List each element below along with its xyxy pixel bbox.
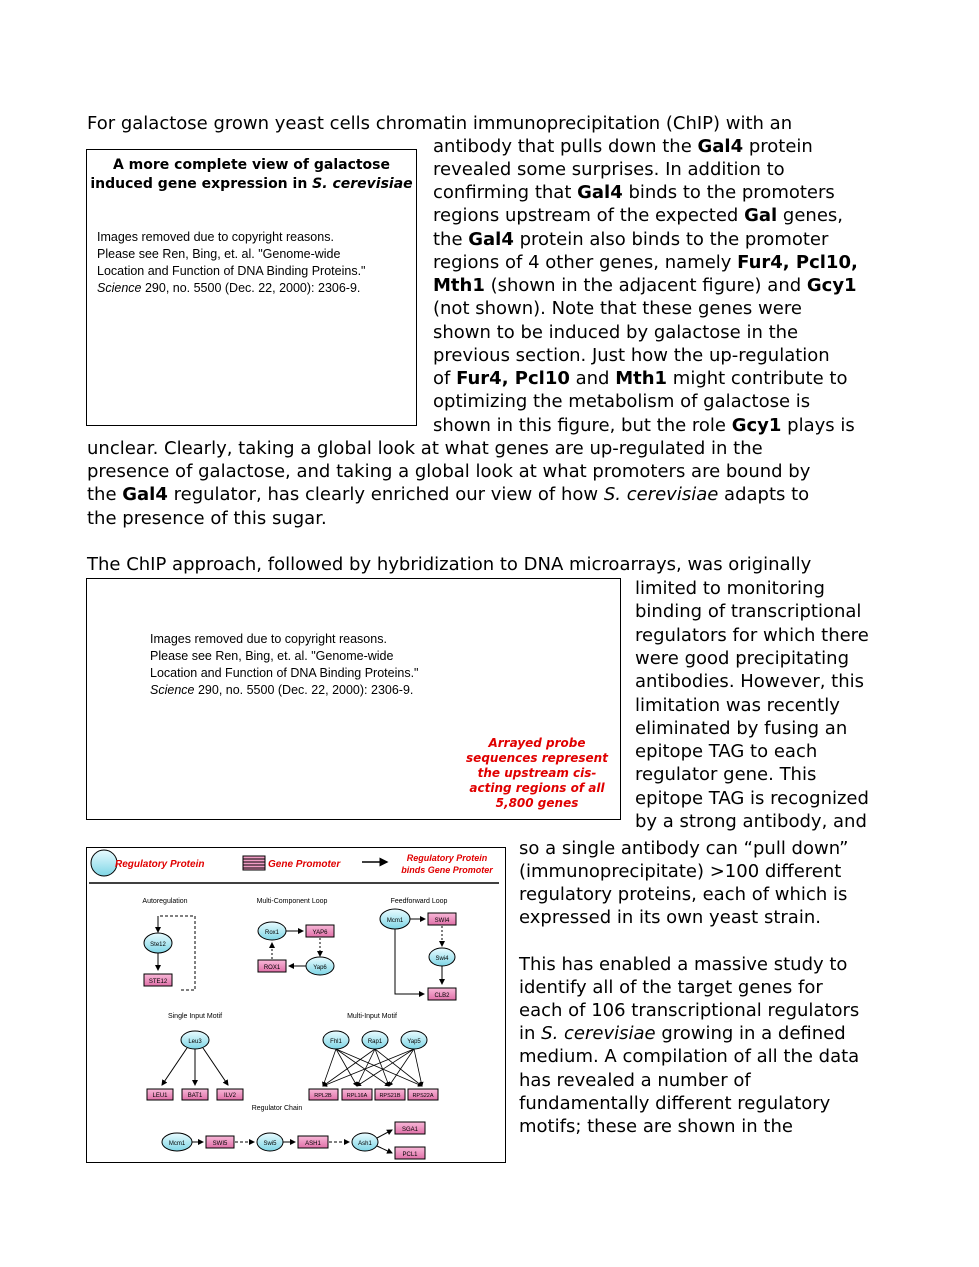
para1-right-line: optimizing the metabolism of galactose is xyxy=(433,391,811,412)
label-yap6-protein: Yap6 xyxy=(313,965,327,971)
label-swi5-protein: Swi5 xyxy=(263,1141,277,1147)
para2-line1: The ChIP approach, followed by hybridization to DNA microarrays, was originally xyxy=(87,554,812,575)
box1-title: A more complete view of galactose induced gene expression in S. cerevisiae xyxy=(90,157,413,192)
label-rps22a: RPS22A xyxy=(412,1093,434,1099)
label-swi4-protein: Swi4 xyxy=(435,956,449,962)
para2-line: so a single antibody can “pull down” xyxy=(519,838,849,859)
para2-line: expressed in its own yeast strain. xyxy=(519,907,821,928)
label-ste12-protein: Ste12 xyxy=(150,942,166,948)
label-ste12-gene: STE12 xyxy=(148,979,168,985)
regulatory-protein-icon xyxy=(91,850,117,876)
label-mcm1-protein: Mcm1 xyxy=(386,918,404,924)
para3-line: fundamentally different regulatory xyxy=(519,1093,831,1114)
label-swi5-gene: SWI5 xyxy=(212,1141,228,1147)
legend-protein-label: Regulatory Protein xyxy=(115,859,205,870)
para1-right-line: antibody that pulls down the Gal4 protein xyxy=(433,136,813,157)
title-feedforward-loop: Feedforward Loop xyxy=(390,898,448,905)
para2-right-line: regulators for which there xyxy=(635,624,869,646)
para2-right-line: epitope TAG to each xyxy=(635,741,818,763)
image-placeholder-box-1 xyxy=(86,149,417,426)
label-fhl1-protein: Fhl1 xyxy=(330,1039,342,1045)
para2-right-line: binding of transcriptional xyxy=(635,601,862,623)
label-ilv2: ILV2 xyxy=(224,1093,236,1099)
label-rox1-gene: ROX1 xyxy=(263,965,281,971)
para2-right-line: epitope TAG is recognized xyxy=(635,787,869,809)
regulatory-motifs-figure xyxy=(86,847,506,1163)
label-ash1-protein: Ash1 xyxy=(358,1141,372,1147)
para2-right-line: limitation was recently xyxy=(635,694,840,716)
title-autoregulation: Autoregulation xyxy=(142,898,188,905)
para3-line: each of 106 transcriptional regulators xyxy=(519,1000,860,1021)
label-rpl2b: RPL2B xyxy=(314,1093,332,1099)
para1-right-line: previous section. Just how the up-regulation xyxy=(433,345,830,366)
para3-line: identify all of the target genes for xyxy=(519,977,823,998)
para1-right-line: the Gal4 protein also binds to the promoter xyxy=(433,229,829,250)
legend-promoter-label: Gene Promoter xyxy=(268,859,341,870)
label-leu1: LEU1 xyxy=(152,1093,168,1099)
para1-full-line: the Gal4 regulator, has clearly enriched our view of how S. cerevisiae adapts to xyxy=(87,484,810,505)
para1-full-line: presence of galactose, and taking a global look at what promoters are bound by xyxy=(87,461,811,482)
para1-right-line: revealed some surprises. In addition to xyxy=(433,159,785,180)
gene-promoter-icon xyxy=(243,856,265,870)
arrayed-probe-note: Arrayed probe sequences represent the upstream cis- acting regions of all 5,800 genes xyxy=(466,736,608,810)
para2-right-line: regulator gene. This xyxy=(635,764,817,786)
para2-line: (immunoprecipitate) >100 different xyxy=(519,861,842,882)
para3-line: in S. cerevisiae growing in a defined xyxy=(519,1023,846,1044)
para3-line: motifs; these are shown in the xyxy=(519,1116,793,1137)
label-mcm1-chain: Mcm1 xyxy=(168,1141,186,1147)
para1-right-line: regions of 4 other genes, namely Fur4, Pcl10, xyxy=(433,252,858,273)
para1-right-line: regions upstream of the expected Gal genes, xyxy=(433,205,843,226)
para2-right-line: eliminated by fusing an xyxy=(635,717,848,739)
legend-binds-label-1: Regulatory Protein xyxy=(406,853,488,863)
label-sga1: SGA1 xyxy=(401,1127,419,1133)
image-placeholder-box-2 xyxy=(86,578,621,820)
para3-line: has revealed a number of xyxy=(519,1070,751,1091)
label-rap1-protein: Rap1 xyxy=(367,1039,383,1045)
para1-right-line: confirming that Gal4 binds to the promoters xyxy=(433,182,835,203)
para1-full-line: unclear. Clearly, taking a global look at what genes are up-regulated in the xyxy=(87,438,763,459)
label-yap5-protein: Yap5 xyxy=(407,1039,421,1045)
title-multi-component-loop: Multi-Component Loop xyxy=(256,898,328,905)
para2-right-line: limited to monitoring xyxy=(635,578,825,599)
para1-line1: For galactose grown yeast cells chromatin immunoprecipitation (ChIP) with an xyxy=(87,113,793,134)
label-rox1-protein: Rox1 xyxy=(264,930,280,936)
motifs-diagram xyxy=(87,848,505,1162)
para2-line: regulatory proteins, each of which is xyxy=(519,884,848,905)
label-pcl1: PCL1 xyxy=(402,1152,418,1158)
legend-binds-label-2: binds Gene Promoter xyxy=(401,865,493,875)
label-rps21b: RPS21B xyxy=(379,1093,401,1099)
para2-right-line: antibodies. However, this xyxy=(635,671,865,693)
title-single-input-motif: Single Input Motif xyxy=(167,1013,223,1020)
label-leu3-protein: Leu3 xyxy=(188,1039,202,1045)
title-regulator-chain: Regulator Chain xyxy=(251,1105,303,1112)
copyright-notice: Images removed due to copyright reasons. Please see Ren, Bing, et. al. "Genome-wide Location and Function of DNA Binding Proteins." Science 290, no. 5500 (Dec. 22, 2000): 2306-9. xyxy=(150,632,419,697)
copyright-notice: Images removed due to copyright reasons. Please see Ren, Bing, et. al. "Genome-wide Location and Function of DNA Binding Proteins." Science 290, no. 5500 (Dec. 22, 2000): 2306-9. xyxy=(97,230,366,295)
label-clb2-gene: CLB2 xyxy=(434,993,450,999)
para1-right-line: Mth1 (shown in the adjacent figure) and Gcy1 xyxy=(433,275,857,296)
label-swi4-gene: SWI4 xyxy=(434,918,450,924)
para3-line: medium. A compilation of all the data xyxy=(519,1046,860,1067)
label-bat1: BAT1 xyxy=(187,1093,203,1099)
label-ash1-gene: ASH1 xyxy=(305,1141,321,1147)
title-multi-input-motif: Multi-Input Motif xyxy=(347,1013,397,1020)
para1-right-line: of Fur4, Pcl10 and Mth1 might contribute to xyxy=(433,368,848,389)
para3-line: This has enabled a massive study to xyxy=(519,954,848,975)
para2-right-line: by a strong antibody, and xyxy=(635,811,867,832)
para2-right-line: were good precipitating xyxy=(635,647,850,669)
label-rpl16a: RPL16A xyxy=(346,1093,368,1099)
para1-full-line: the presence of this sugar. xyxy=(87,508,327,529)
para1-right-line: shown in this figure, but the role Gcy1 plays is xyxy=(433,415,855,436)
para1-right-line: (not shown). Note that these genes were xyxy=(433,298,802,319)
label-yap6-gene: YAP6 xyxy=(312,930,328,936)
para1-right-line: shown to be induced by galactose in the xyxy=(433,322,799,343)
